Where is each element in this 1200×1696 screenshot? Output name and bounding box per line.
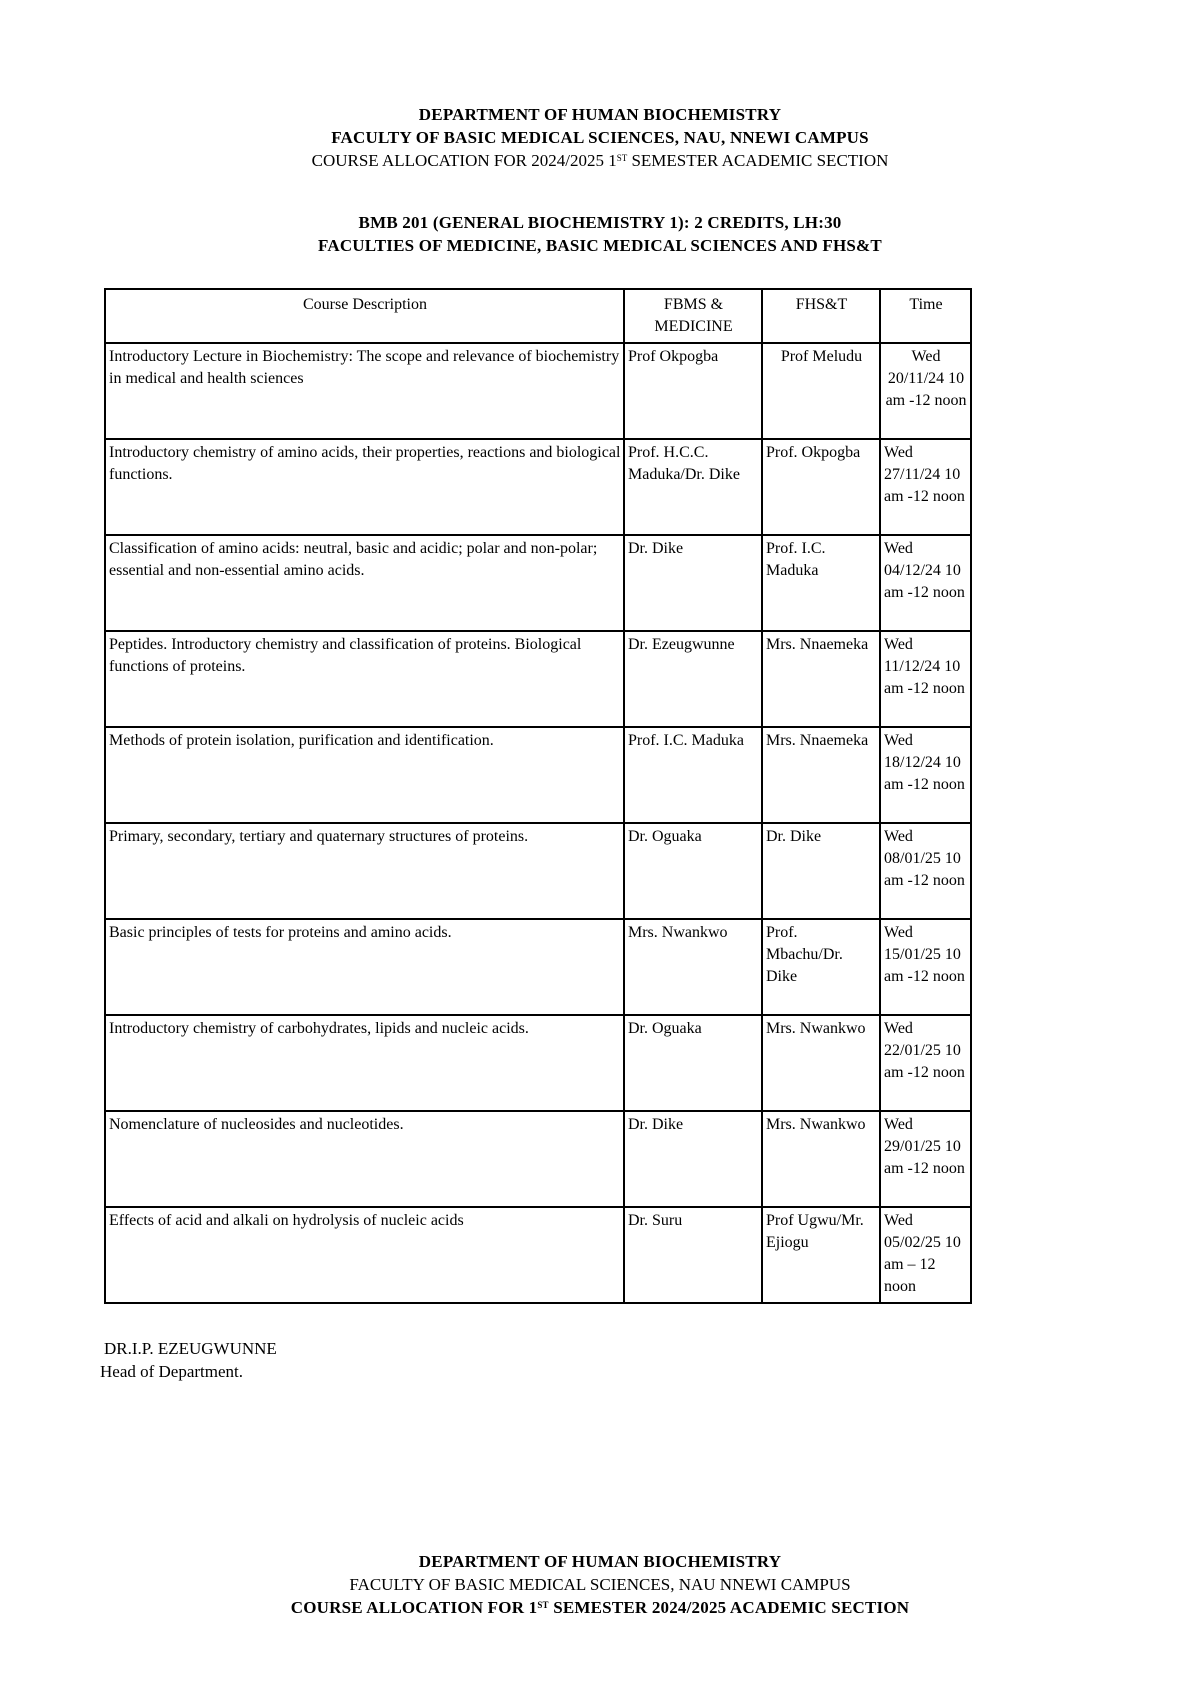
cell-time: Wed 11/12/24 10 am -12 noon (880, 631, 971, 727)
table-row (105, 1207, 971, 1303)
signatory-name: DR.I.P. EZEUGWUNNE (104, 1339, 277, 1358)
table-row (105, 535, 971, 631)
cell-time: Wed 29/01/25 10 am -12 noon (880, 1111, 971, 1207)
table-row (105, 823, 971, 919)
cell-fbms: Dr. Suru (624, 1207, 762, 1303)
cell-fbms: Prof. H.C.C. Maduka/Dr. Dike (624, 439, 762, 535)
footer-allocation-sup: ST (537, 1600, 549, 1610)
cell-fhst: Prof. Mbachu/Dr. Dike (762, 919, 880, 1015)
cell-fhst: Prof Ugwu/Mr. Ejiogu (762, 1207, 880, 1303)
header-course-description: Course Description (105, 289, 624, 343)
cell-description: Methods of protein isolation, purification and identification. (105, 727, 624, 823)
header-time: Time (880, 289, 971, 343)
cell-description: Basic principles of tests for proteins and amino acids. (105, 919, 624, 1015)
cell-fbms: Dr. Oguaka (624, 1015, 762, 1111)
cell-fbms: Prof. I.C. Maduka (624, 727, 762, 823)
table-row (105, 631, 971, 727)
faculty-title: FACULTY OF BASIC MEDICAL SCIENCES, NAU, NNEWI CAMPUS (331, 128, 869, 147)
cell-description: Introductory chemistry of amino acids, their properties, reactions and biological functions. (105, 439, 624, 535)
next-page-header (0, 1550, 1200, 1619)
footer-allocation-title (0, 1596, 1200, 1619)
table-header-row (105, 289, 971, 343)
course-faculties: FACULTIES OF MEDICINE, BASIC MEDICAL SCIENCES AND FHS&T (318, 236, 882, 255)
table-row (105, 1111, 971, 1207)
cell-description: Nomenclature of nucleosides and nucleotides. (105, 1111, 624, 1207)
cell-description: Introductory Lecture in Biochemistry: The scope and relevance of biochemistry in medical and health sciences (105, 343, 624, 439)
cell-description: Introductory chemistry of carbohydrates, lipids and nucleic acids. (105, 1015, 624, 1111)
allocation-title-sup: ST (616, 153, 628, 163)
cell-fbms: Prof Okpogba (624, 343, 762, 439)
allocation-table (104, 288, 972, 1304)
cell-fhst: Prof. I.C. Maduka (762, 535, 880, 631)
header-fhst: FHS&T (762, 289, 880, 343)
cell-fhst: Mrs. Nwankwo (762, 1111, 880, 1207)
cell-fbms: Mrs. Nwankwo (624, 919, 762, 1015)
cell-fhst: Mrs. Nwankwo (762, 1015, 880, 1111)
footer-faculty-title: FACULTY OF BASIC MEDICAL SCIENCES, NAU NNEWI CAMPUS (349, 1575, 851, 1594)
course-title: BMB 201 (GENERAL BIOCHEMISTRY 1): 2 CREDITS, LH:30 (358, 213, 842, 232)
table-row (105, 1015, 971, 1111)
footer-allocation-post: SEMESTER 2024/2025 ACADEMIC SECTION (548, 1598, 910, 1617)
cell-time: Wed 15/01/25 10 am -12 noon (880, 919, 971, 1015)
cell-description: Effects of acid and alkali on hydrolysis of nucleic acids (105, 1207, 624, 1303)
department-title: DEPARTMENT OF HUMAN BIOCHEMISTRY (418, 105, 782, 124)
cell-fbms: Dr. Oguaka (624, 823, 762, 919)
cell-time: Wed 18/12/24 10 am -12 noon (880, 727, 971, 823)
document-header (0, 103, 1200, 172)
course-header (0, 211, 1200, 257)
cell-description: Classification of amino acids: neutral, basic and acidic; polar and non-polar; essential and non-essential amino acids. (105, 535, 624, 631)
cell-fhst: Mrs. Nnaemeka (762, 727, 880, 823)
cell-fhst: Prof. Okpogba (762, 439, 880, 535)
cell-time: Wed 04/12/24 10 am -12 noon (880, 535, 971, 631)
cell-fbms: Dr. Dike (624, 535, 762, 631)
allocation-title (0, 149, 1200, 172)
allocation-title-post: SEMESTER ACADEMIC SECTION (627, 151, 889, 170)
footer-department-title: DEPARTMENT OF HUMAN BIOCHEMISTRY (418, 1552, 782, 1571)
cell-fhst: Mrs. Nnaemeka (762, 631, 880, 727)
header-fbms-medicine: FBMS & MEDICINE (624, 289, 762, 343)
allocation-title-pre: COURSE ALLOCATION FOR 2024/2025 1 (311, 151, 617, 170)
cell-description: Peptides. Introductory chemistry and classification of proteins. Biological functions of proteins. (105, 631, 624, 727)
cell-time: Wed 05/02/25 10 am – 12 noon (880, 1207, 971, 1303)
cell-time: Wed 08/01/25 10 am -12 noon (880, 823, 971, 919)
table-row (105, 439, 971, 535)
cell-fhst: Dr. Dike (762, 823, 880, 919)
cell-time: Wed 27/11/24 10 am -12 noon (880, 439, 971, 535)
signature-block (100, 1337, 277, 1383)
cell-fbms: Dr. Dike (624, 1111, 762, 1207)
cell-fbms: Dr. Ezeugwunne (624, 631, 762, 727)
cell-fhst: Prof Meludu (762, 343, 880, 439)
cell-time: Wed 22/01/25 10 am -12 noon (880, 1015, 971, 1111)
footer-allocation-pre: COURSE ALLOCATION FOR 1 (290, 1598, 538, 1617)
table-row (105, 343, 971, 439)
cell-time: Wed 20/11/24 10 am -12 noon (880, 343, 971, 439)
table-row (105, 919, 971, 1015)
cell-description: Primary, secondary, tertiary and quaternary structures of proteins. (105, 823, 624, 919)
table-row (105, 727, 971, 823)
signatory-title: Head of Department. (100, 1362, 244, 1381)
